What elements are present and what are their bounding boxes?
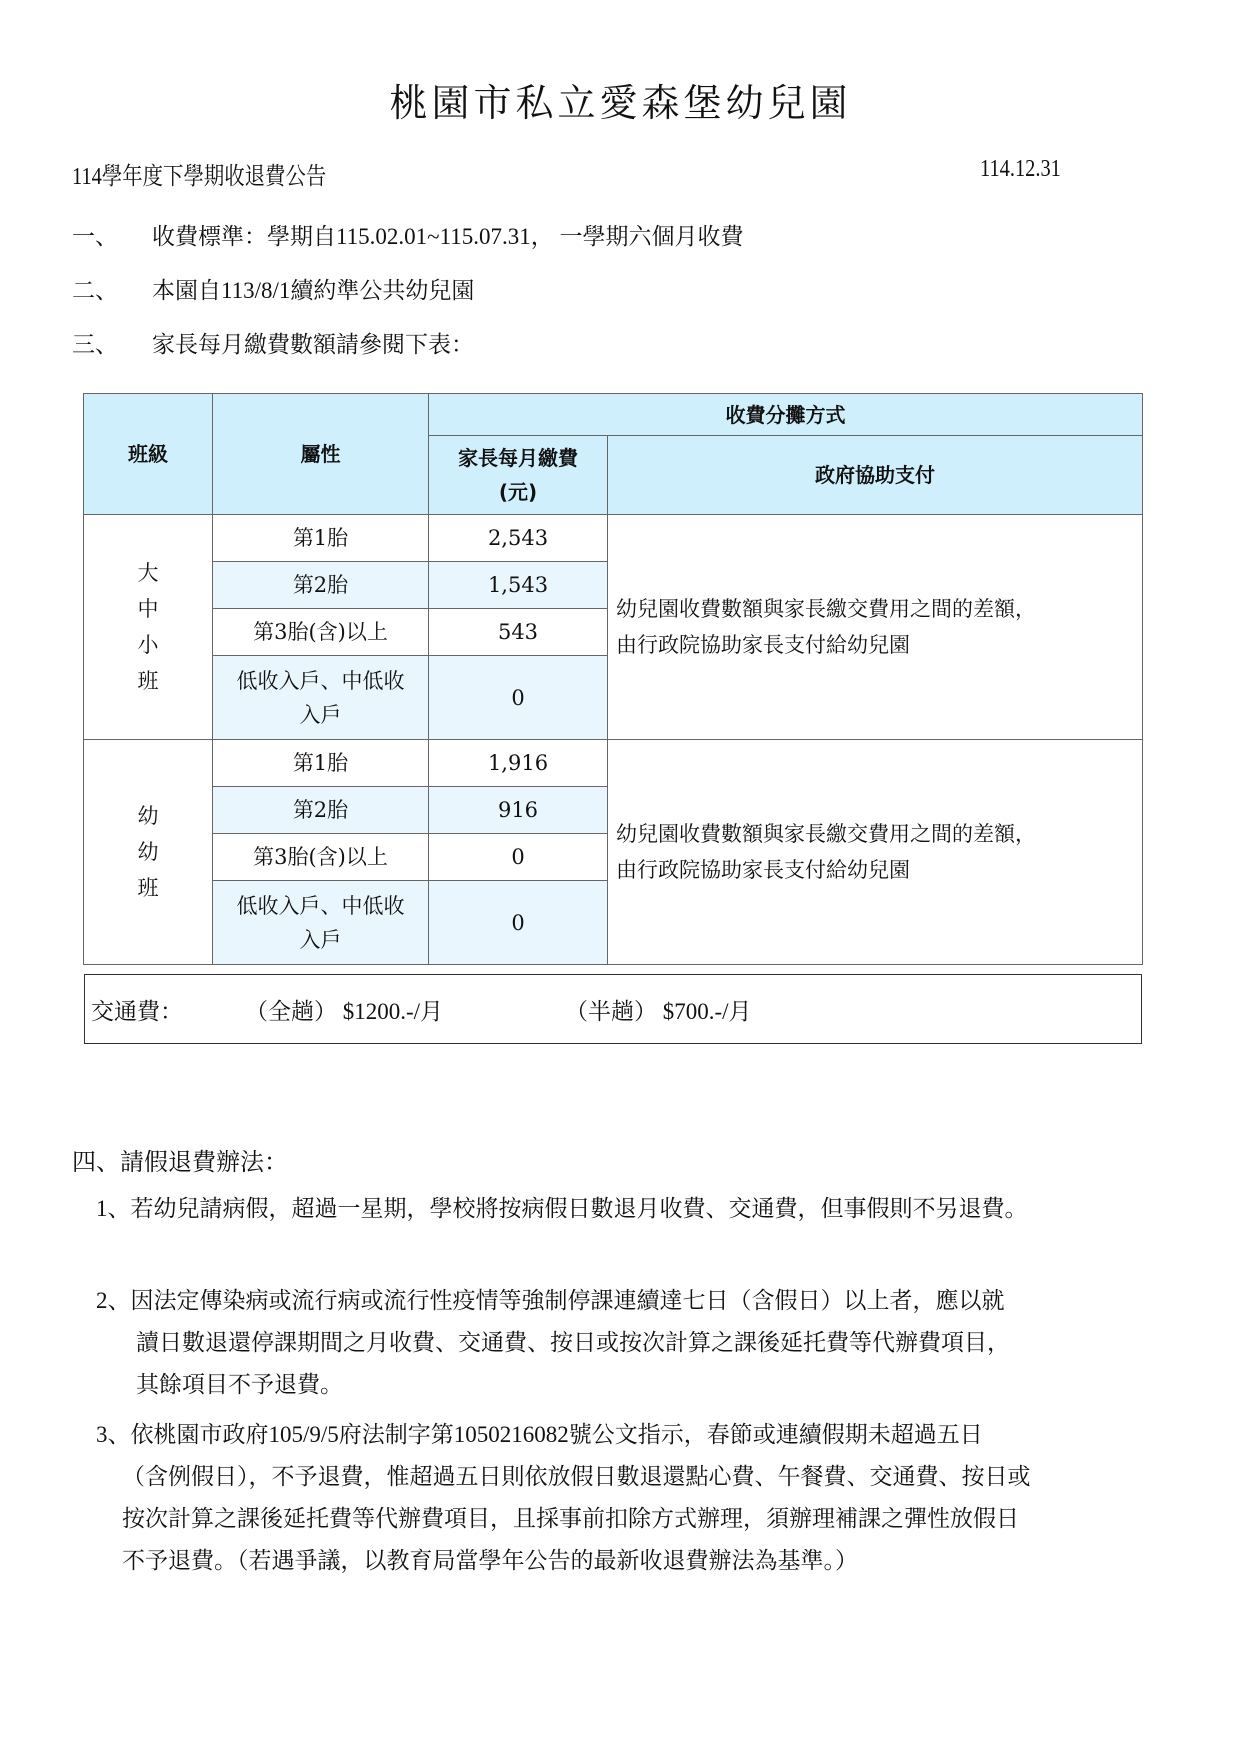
rule-line: （含例假日），不予退費，惟超過五日則依放假日數退還點心費、午餐費、交通費、按日或 [122,1464,1031,1489]
rule-line: 1、若幼兒請病假，超過一星期，學校將按病假日數退月收費、交通費，但事假則不另退費。 [96,1196,1028,1221]
government-desc-line: 幼兒園收費數額與家長繳交費用之間的差額， [616,822,1036,846]
government-desc-line: 幼兒園收費數額與家長繳交費用之間的差額， [616,597,1036,621]
header-split-method: 收費分攤方式 [429,394,1143,436]
table-row [84,740,1143,787]
government-desc-line: 由行政院協助家長支付給幼兒園 [616,633,910,657]
refund-rule-3 [96,1414,1176,1582]
fee-cell: 543 [429,609,608,656]
fee-cell: 916 [429,787,608,834]
attribute-cell: 第2胎 [213,787,429,834]
attribute-cell: 第3胎(含)以上 [213,834,429,881]
attribute-line: 入戶 [299,702,342,727]
attribute-cell: 第2胎 [213,562,429,609]
government-desc-cell [608,740,1143,965]
announcement-subtitle: 114學年度下學期收退費公告 [72,164,327,190]
item-number: 一、 [72,224,118,249]
rule-line: 不予退費。（若遇爭議，以教育局當學年公告的最新收退費辦法為基準。） [122,1548,858,1573]
refund-rule-2 [96,1280,1176,1406]
attribute-cell: 第1胎 [213,515,429,562]
table-row [84,515,1143,562]
fee-cell: 2,543 [429,515,608,562]
announcement-date: 114.12.31 [980,156,1061,182]
attribute-cell: 第3胎(含)以上 [213,609,429,656]
fee-cell: 1,543 [429,562,608,609]
header-parent-fee-line1: 家長每月繳費 [458,446,578,470]
class-char: 班 [137,669,159,693]
header-class: 班級 [84,394,213,515]
item-text: 本園自113/8/1續約準公共幼兒園 [152,278,475,303]
item-1 [72,218,744,251]
rule-line: 2、因法定傳染病或流行病或流行性疫情等強制停課連續達七日（含假日）以上者，應以就 [96,1288,1005,1313]
attribute-line: 低收入戶、中低收 [236,668,405,693]
transport-fee-box [84,974,1142,1044]
rule-line: 其餘項目不予退費。 [136,1372,343,1397]
attribute-line: 低收入戶、中低收 [236,893,405,918]
header-parent-fee-line2: (元) [498,480,538,504]
item-3 [72,326,474,359]
rule-line: 按次計算之課後延托費等代辦費項目，且採事前扣除方式辦理，須辦理補課之彈性放假日 [122,1506,1019,1531]
class-char: 大 [137,561,159,585]
class-char: 幼 [137,804,159,828]
government-desc-line: 由行政院協助家長支付給幼兒園 [616,858,910,882]
attribute-cell: 第1胎 [213,740,429,787]
government-desc-cell [608,515,1143,740]
item-number: 三、 [72,332,118,357]
class-cell-toddler [84,740,213,965]
item-2 [72,272,474,305]
rule-line: 讀日數退還停課期間之月收費、交通費、按日或按次計算之課後延托費等代辦費項目， [136,1330,1010,1355]
class-char: 班 [137,876,159,900]
fee-cell: 0 [429,881,608,965]
fee-cell: 0 [429,656,608,740]
item-text: 收費標準：學期自115.02.01~115.07.31， 一學期六個月收費 [152,224,744,249]
attribute-cell [213,656,429,740]
attribute-cell [213,881,429,965]
header-attribute: 屬性 [213,394,429,515]
attribute-line: 入戶 [299,927,342,952]
class-char: 小 [137,633,159,657]
item-number: 二、 [72,278,118,303]
class-cell-kindergarten [84,515,213,740]
fee-cell: 1,916 [429,740,608,787]
transport-half-fee: （半趟） $700.-/月 [565,999,752,1024]
class-char: 中 [137,597,159,621]
refund-rule-1 [96,1188,1176,1230]
item-text: 家長每月繳費數額請參閱下表： [152,332,474,357]
rule-line: 3、依桃園市政府105/9/5府法制字第1050216082號公文指示，春節或連續假期未超過五日 [96,1422,983,1447]
fee-cell: 0 [429,834,608,881]
section-4-heading: 四、請假退費辦法： [72,1150,288,1176]
transport-full-fee: （全趟） $1200.-/月 [245,999,444,1024]
header-parent-fee [429,436,608,515]
transport-label: 交通費： [91,999,183,1024]
document-title: 桃園市私立愛森堡幼兒園 [389,81,852,125]
header-government: 政府協助支付 [608,436,1143,515]
class-char: 幼 [137,840,159,864]
fee-table [83,393,1143,965]
